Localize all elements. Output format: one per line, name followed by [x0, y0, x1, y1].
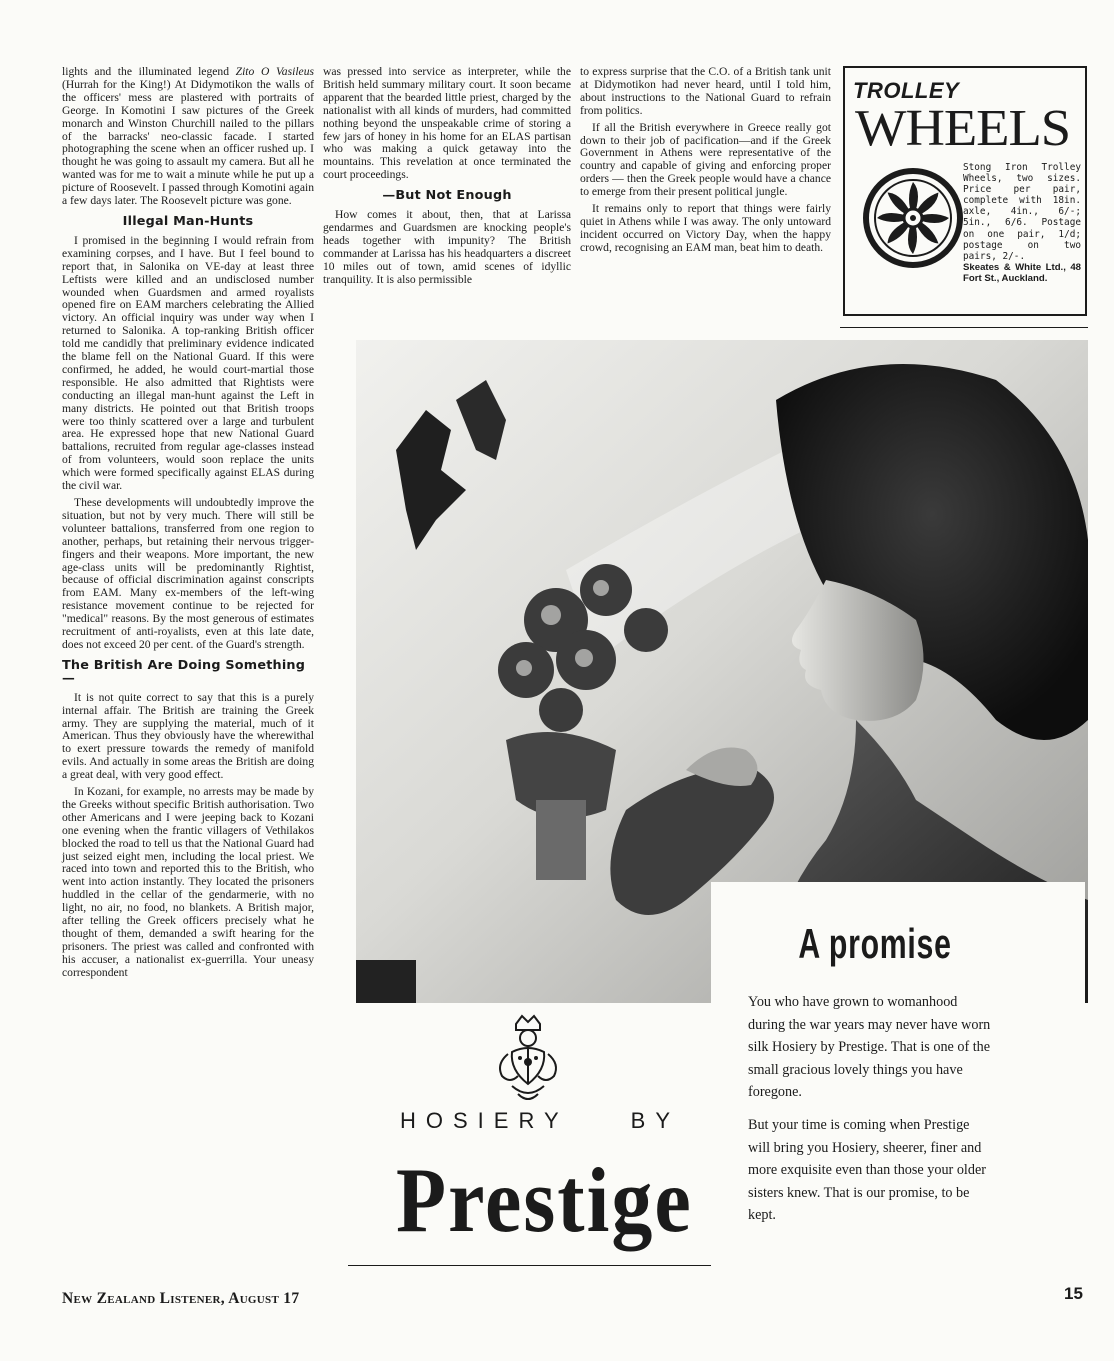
prestige-crest-icon — [488, 1014, 568, 1104]
ad-address: Skeates & White Ltd., 48 Fort St., Auckland. — [963, 261, 1081, 285]
trolley-wheels-ad — [843, 66, 1087, 316]
hosiery-word: HOSIERY — [400, 1108, 569, 1133]
by-word: BY — [630, 1108, 680, 1133]
publication-footer: New Zealand Listener, August 17 — [62, 1290, 300, 1307]
article-column-1 — [62, 66, 314, 984]
trolley-wheel-icon — [863, 168, 963, 268]
paragraph-text: (Hurrah for the King!) At Didymotikon the walls of the officers' mess are plastered with portraits of George. In Komotini I saw pictures of the Greek monarch and Winston Churchill nailed to the pillars of the barracks' neo-classic facade. I started photographing the scene when an officer rushed up. I thought he was going to assault my camera. But all he wanted was for me to wait a minute while he put up a picture of Roosevelt. I passed through Komotini again a few days later. The Roosevelt picture was gone. — [62, 77, 314, 208]
article-column-3 — [580, 66, 831, 259]
article-column-2 — [323, 66, 571, 291]
ad-title-small: TROLLEY — [853, 78, 960, 103]
promise-paragraph-1: You who have grown to womanhood during the war years may never have worn silk Hosiery by Prestige. That is one of the small gracious lovely things you have foregone. — [748, 994, 991, 1101]
paragraph: It is not quite correct to say that this is a purely internal affair. The British are training the Greek army. They are supplying the material, much of it American. Thus they obviously have the wherewithal to exert pressure towards the remedy of manifold evils. And actually in some areas the British are doing a great deal, with very good effect. — [62, 690, 314, 782]
page-number: 15 — [1064, 1284, 1083, 1303]
paragraph: I promised in the beginning I would refrain from examining corpses, and I have. But I feel bound to report that, in Salonika on VE-day at least three Leftists were killed and an undisclosed number wounded when Guardsmen and armed royalists opened fire on EAM marchers celebrating the Allied victory. An official inquiry was under way when I returned to Salonika. A top-ranking British officer told me candidly that preliminary evidence indicated the blame fell on the National Guard. If this were confirmed, he added, he would court-martial those responsible. He also admitted that Rightists were conducting an illegal man-hunt against the Left in many districts. He pointed out that British troops were too thinly scattered over a large and turbulent area. He expressed hope that new National Guard battalions, recruited from regular age-classes instead of from volunteers, would soon replace the units which were formed specifically against ELAS during the civil war. — [62, 233, 314, 493]
ad-body-text: Stong Iron Trolley Wheels, two sizes. Price per pair, complete with 18in. axle, 4in., 6/-; 5in., 6/6. Postage on one pair, 1/d; postage on two pairs, 2/-. — [963, 162, 1081, 262]
hosiery-by-line — [400, 1108, 680, 1134]
prestige-brand-logo: Prestige — [396, 1149, 693, 1252]
ad-body — [963, 162, 1081, 284]
paragraph: It remains only to report that things were fairly quiet in Athens while I was away. The only untoward incident occurred on Victory Day, when the happy crowd, recognising an EAM man, beat him to death. — [580, 202, 831, 254]
paragraph-text: lights and the illuminated legend — [62, 65, 236, 78]
divider — [840, 327, 1088, 328]
paragraph: These developments will undoubtedly improve the situation, but not by very much. There will still be volunteer battalions, transferred from one region to another, perhaps, but retaining their nervous trigger-fingers and their weapons. More important, the new age-class units will be predominantly Rightist, because of official discrimination against conscripts from EAM. Many ex-members of the left-wing resistance movement continue to be rejected for "medical" reasons. By the most generous of estimates recruitment of anti-royalists, even at this late date, does not exceed 20 per cent. of the Guard's strength. — [62, 496, 314, 651]
section-heading-illegal-man-hunts: Illegal Man-Hunts — [122, 213, 254, 229]
section-heading-british-doing-something: The British Are Doing Something— — [62, 657, 306, 686]
promise-paragraph-2: But your time is coming when Prestige will bring you Hosiery, sheerer, finer and more exquisite even than those your older sisters knew. That is our promise, to be kept. — [748, 1117, 986, 1224]
paragraph: In Kozani, for example, no arrests may be made by the Greeks without specific British authorisation. Two other Americans and I were jeeping back to Kozani one evening when the frantic villagers of Vethilakos blocked the road to tell us that the National Guard had just seized eight men, including the local priest. We raced into town and reported this to the British, who went into action instantly. They located the prisoners huddled in the cellar of the gendarmerie, with no light, no air, no food, no blankets. A British major, after telling the Greek officers precisely what he thought of them, demanded a swift hearing for the prisoners. The priest was called and confronted with his accuser, a nationalist ex-guerrilla. Your uneasy correspondent — [62, 785, 314, 979]
paragraph-emphasis: Zito O Vasileus — [235, 65, 315, 78]
ad-title-big: WHEELS — [855, 100, 1071, 157]
section-heading-but-not-enough: —But Not Enough — [382, 188, 512, 204]
paragraph: was pressed into service as interpreter, while the British held summary military court. It soon became apparent that the bearded little priest, charged by the nationalist with all kinds of murders, had committed nothing beyond the unspeakable crime of storing a few jars of honey in his home for an ELAS partisan who was making a quick getaway into the mountains. This revelation at once terminated the court proceedings. — [323, 65, 571, 182]
paragraph — [62, 66, 314, 208]
paragraph: to express surprise that the C.O. of a British tank unit at Didymotikon had never heard, until I told him, about instructions to the National Guard to refrain from politics. — [580, 65, 831, 117]
paragraph: How comes it about, then, that at Larissa gendarmes and Guardsmen are knocking people's heads together with impunity? The British commander at Larissa has his headquarters a discreet 10 miles out of town, amid scenes of idyllic tranquility. It is also permissible — [323, 208, 571, 286]
promise-headline: A promise — [798, 920, 952, 967]
paragraph: If all the British everywhere in Greece really got down to their job of pacification—and if the Greek Government in Athens were representative of the country and capable of giving and enforcing proper orders — then the Greek people would have a chance to emerge from their present political jungle. — [580, 120, 831, 199]
